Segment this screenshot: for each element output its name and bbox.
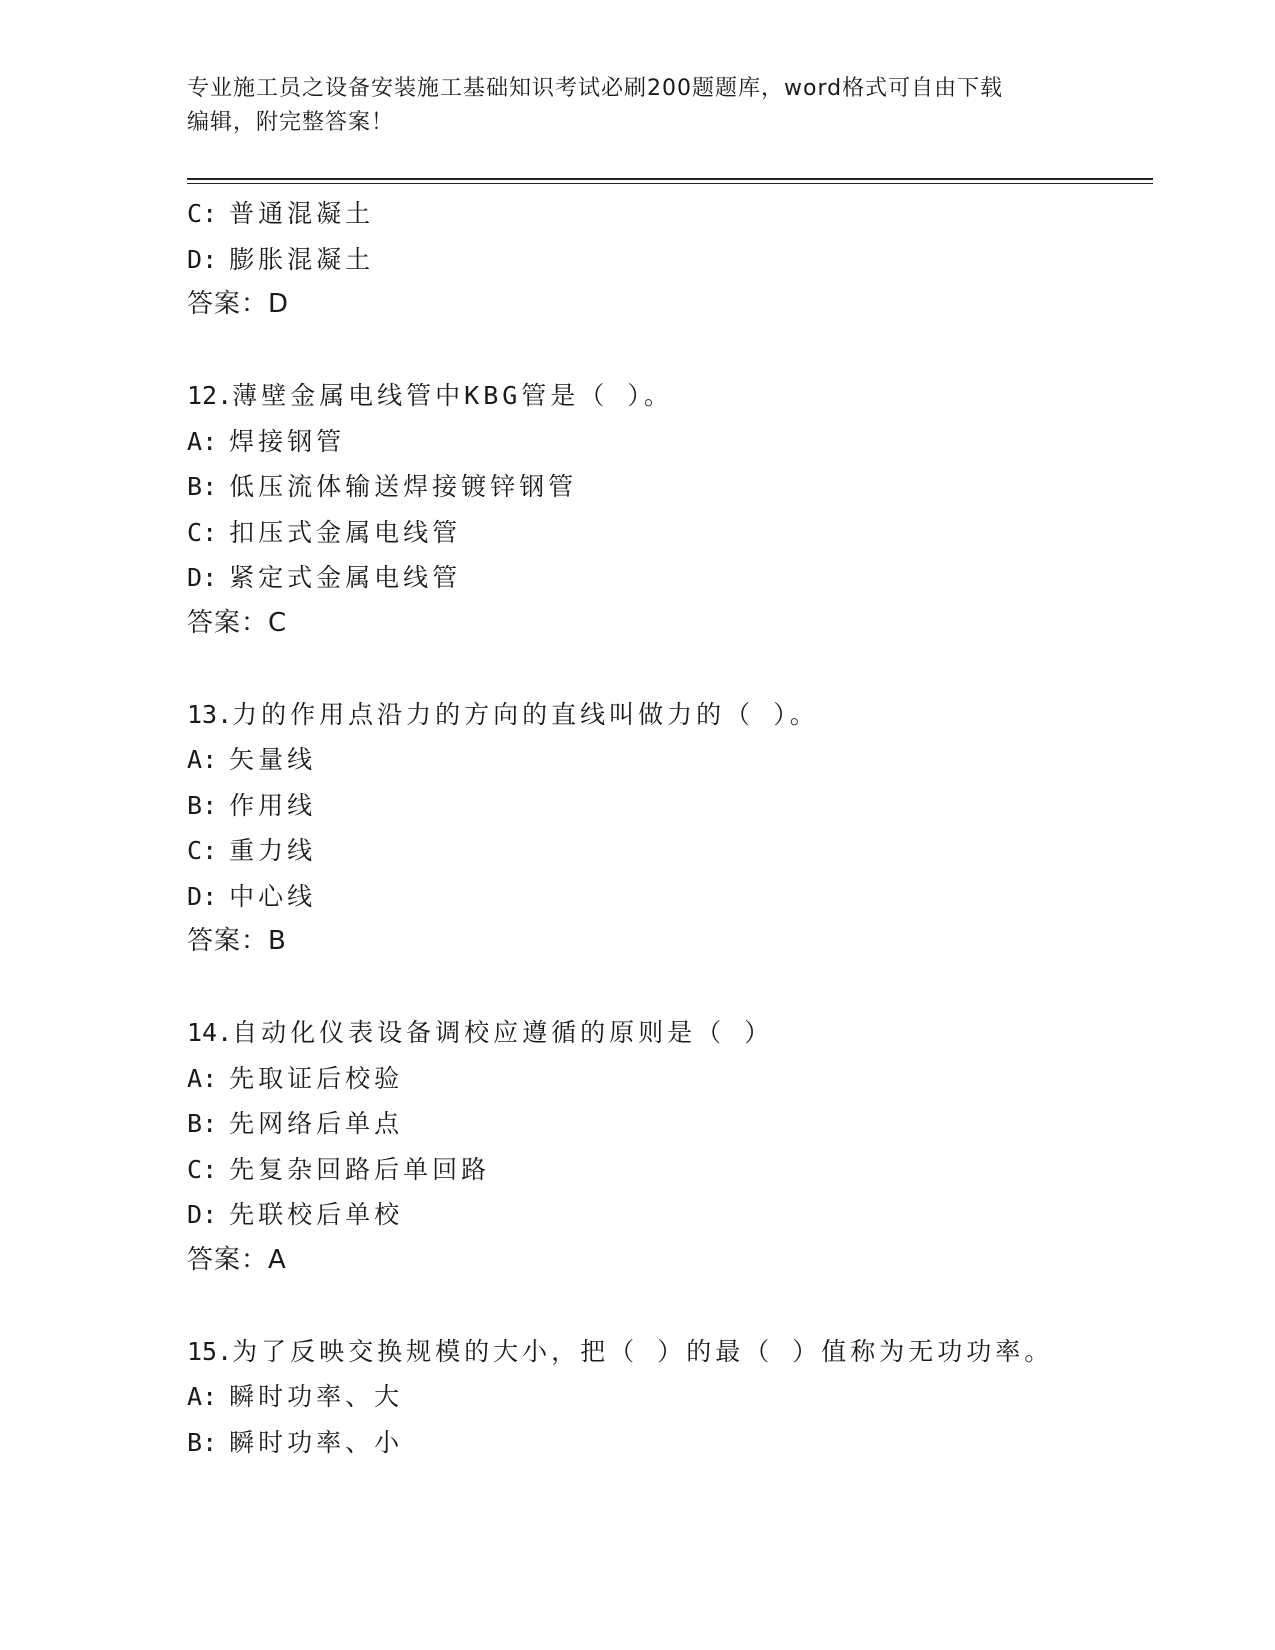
option-b: B: 作用线 xyxy=(187,790,317,820)
question-text: 自动化仪表设备调校应遵循的原则是（ ） xyxy=(232,1018,774,1047)
option-text: 瞬时功率、小 xyxy=(229,1427,404,1457)
question-block xyxy=(187,1329,1153,1466)
answer-line: 答案：C xyxy=(187,607,288,638)
option-d: D: 紧定式金属电线管 xyxy=(187,563,462,592)
option-b: B: 先网络后单点 xyxy=(187,1109,404,1138)
option-text: 矢量线 xyxy=(229,745,317,774)
option-letter: B xyxy=(187,1427,203,1457)
option-c: C: 普通混凝土 xyxy=(187,199,375,228)
option-a: A: 焊接钢管 xyxy=(187,426,346,456)
document-header xyxy=(187,72,1067,140)
option-a: A: 矢量线 xyxy=(187,745,317,774)
question-number: 15. xyxy=(187,1336,233,1366)
header-line-2: 编辑，附完整答案！ xyxy=(187,110,395,135)
question-block xyxy=(187,692,1153,965)
option-letter: D xyxy=(187,881,203,911)
option-text: 作用线 xyxy=(229,790,317,820)
option-letter: D xyxy=(187,563,203,592)
option-c: C: 扣压式金属电线管 xyxy=(187,517,462,547)
option-text: 重力线 xyxy=(229,836,317,865)
question-stem xyxy=(187,1329,1153,1375)
answer-line: 答案：A xyxy=(187,1244,287,1275)
option-letter: B xyxy=(187,1109,203,1138)
option-b: B: 低压流体输送焊接镀锌钢管 xyxy=(187,472,578,501)
option-c: C: 重力线 xyxy=(187,836,317,865)
option-d: D: 膨胀混凝土 xyxy=(187,244,375,274)
option-text: 焊接钢管 xyxy=(229,426,346,456)
header-line-1: 专业施工员之设备安装施工基础知识考试必刷200题题库，word格式可自由下载 xyxy=(187,76,1004,101)
option-letter: D xyxy=(187,1200,203,1229)
question-number: 13. xyxy=(187,699,233,729)
option-letter: D xyxy=(187,244,203,274)
question-number: 14. xyxy=(187,1018,233,1047)
option-text: 紧定式金属电线管 xyxy=(229,563,462,592)
option-letter: C xyxy=(187,199,203,228)
answer-line: 答案：D xyxy=(187,289,290,319)
question-stem xyxy=(187,692,1153,738)
option-letter: C xyxy=(187,517,203,547)
question-text: 为了反映交换规模的大小，把（ ）的最（ ）值称为无功功率。 xyxy=(232,1336,1054,1366)
option-text: 先网络后单点 xyxy=(229,1109,404,1138)
option-letter: B xyxy=(187,472,203,501)
header-divider-thin xyxy=(187,183,1153,184)
option-text: 扣压式金属电线管 xyxy=(229,517,462,547)
option-a: A: 先取证后校验 xyxy=(187,1063,404,1093)
option-letter: A xyxy=(187,745,203,774)
option-letter: A xyxy=(187,1063,203,1093)
header-divider-thick xyxy=(187,178,1153,180)
option-text: 先联校后单校 xyxy=(229,1200,404,1229)
option-letter: B xyxy=(187,790,203,820)
option-text: 瞬时功率、大 xyxy=(229,1382,404,1411)
question-block xyxy=(187,191,1153,328)
option-text: 先取证后校验 xyxy=(229,1063,404,1093)
option-text: 膨胀混凝土 xyxy=(229,244,375,274)
option-letter: A xyxy=(187,1382,203,1411)
question-text: 薄壁金属电线管中KBG管是（ ）。 xyxy=(232,381,673,410)
option-c: C: 先复杂回路后单回路 xyxy=(187,1154,491,1184)
option-letter: C xyxy=(187,1154,203,1184)
option-text: 低压流体输送焊接镀锌钢管 xyxy=(229,472,578,501)
option-text: 先复杂回路后单回路 xyxy=(229,1154,491,1184)
question-number: 12. xyxy=(187,381,233,410)
question-list xyxy=(187,191,1153,1465)
question-stem xyxy=(187,1010,1153,1056)
question-block xyxy=(187,1010,1153,1283)
option-a: A: 瞬时功率、大 xyxy=(187,1382,404,1411)
question-block xyxy=(187,373,1153,646)
option-letter: C xyxy=(187,836,203,865)
answer-line: 答案：B xyxy=(187,926,287,956)
option-text: 中心线 xyxy=(229,881,317,911)
question-stem xyxy=(187,373,1153,419)
option-d: D: 中心线 xyxy=(187,881,317,911)
option-letter: A xyxy=(187,426,203,456)
option-text: 普通混凝土 xyxy=(229,199,375,228)
option-d: D: 先联校后单校 xyxy=(187,1200,404,1229)
question-text: 力的作用点沿力的方向的直线叫做力的（ ）。 xyxy=(232,699,819,729)
option-b: B: 瞬时功率、小 xyxy=(187,1427,404,1457)
